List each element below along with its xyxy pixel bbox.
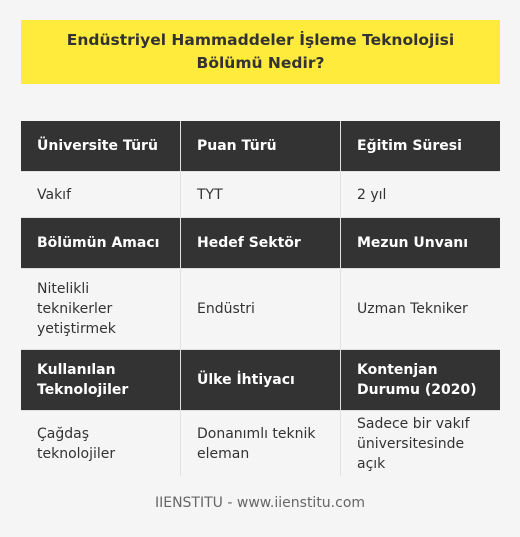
value-cell: Çağdaş teknolojiler xyxy=(21,411,180,476)
header-cell: Hedef Sektör xyxy=(181,218,340,268)
header-cell: Eğitim Süresi xyxy=(341,121,500,171)
header-cell: Puan Türü xyxy=(181,121,340,171)
page-title: Endüstriyel Hammaddeler İşleme Teknolojisi Bölümü Nedir? xyxy=(66,31,455,72)
value-cell: Sadece bir vakıf üniversitesinde açık xyxy=(341,411,500,476)
value-cell: Endüstri xyxy=(181,269,340,349)
header-cell: Bölümün Amacı xyxy=(21,218,180,268)
info-table xyxy=(21,121,500,476)
value-cell: 2 yıl xyxy=(341,172,500,217)
value-cell: Vakıf xyxy=(21,172,180,217)
header-cell: Kontenjan Durumu (2020) xyxy=(341,350,500,410)
header-cell: Mezun Unvanı xyxy=(341,218,500,268)
title-banner xyxy=(21,20,500,84)
header-cell: Üniversite Türü xyxy=(21,121,180,171)
value-cell: Donanımlı teknik eleman xyxy=(181,411,340,476)
value-cell: Nitelikli teknikerler yetiştirmek xyxy=(21,269,180,349)
header-cell: Ülke İhtiyacı xyxy=(181,350,340,410)
footer-credit: IIENSTITU - www.iienstitu.com xyxy=(154,495,366,511)
value-cell: Uzman Tekniker xyxy=(341,269,500,349)
value-cell: TYT xyxy=(181,172,340,217)
header-cell: Kullanılan Teknolojiler xyxy=(21,350,180,410)
